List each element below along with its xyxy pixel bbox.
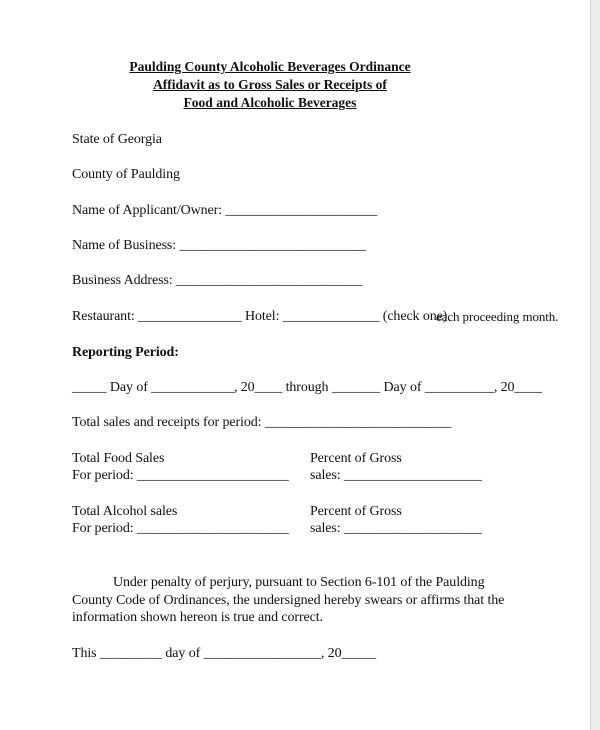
food-percent-field: sales: ____________________ xyxy=(310,468,482,483)
alcohol-percent-field: sales: ____________________ xyxy=(310,521,482,536)
document-title-line-3: Food and Alcoholic Beverages xyxy=(183,95,357,110)
reporting-period-line: _____ Day of ____________, 20____ through _______ Day of __________, 20____ xyxy=(72,380,543,395)
business-address-field: Business Address: ___________________________ xyxy=(72,273,363,288)
statement-line-2: County Code of Ordinances, the undersigned hereby swears or affirms that the xyxy=(72,593,505,608)
total-sales-field: Total sales and receipts for period: ___________________________ xyxy=(72,415,452,430)
each-month-note: each proceeding month. xyxy=(436,309,559,324)
document-title-line-2: Affidavit as to Gross Sales or Receipts of xyxy=(153,77,387,92)
applicant-field: Name of Applicant/Owner: ______________________ xyxy=(72,203,378,218)
county-label: County of Paulding xyxy=(72,167,180,182)
restaurant-hotel-field: Restaurant: _______________ Hotel: ______________ (check one) xyxy=(72,309,448,324)
food-period-field: For period: ______________________ xyxy=(72,468,289,483)
alcohol-sales-label: Total Alcohol sales xyxy=(72,504,178,519)
alcohol-percent-label: Percent of Gross xyxy=(310,504,402,519)
business-name-field: Name of Business: ___________________________ xyxy=(72,238,366,253)
statement-line-1: Under penalty of perjury, pursuant to Section 6-101 of the Paulding xyxy=(113,575,485,590)
document-title-line-1: Paulding County Alcoholic Beverages Ordinance xyxy=(129,59,411,74)
statement-line-3: information shown hereon is true and correct. xyxy=(72,610,323,625)
alcohol-period-field: For period: ______________________ xyxy=(72,521,289,536)
food-sales-label: Total Food Sales xyxy=(72,451,165,466)
food-percent-label: Percent of Gross xyxy=(310,451,402,466)
reporting-period-heading: Reporting Period: xyxy=(72,345,179,360)
signature-date-line: This _________ day of _________________, 20_____ xyxy=(72,646,376,661)
state-label: State of Georgia xyxy=(72,132,162,147)
